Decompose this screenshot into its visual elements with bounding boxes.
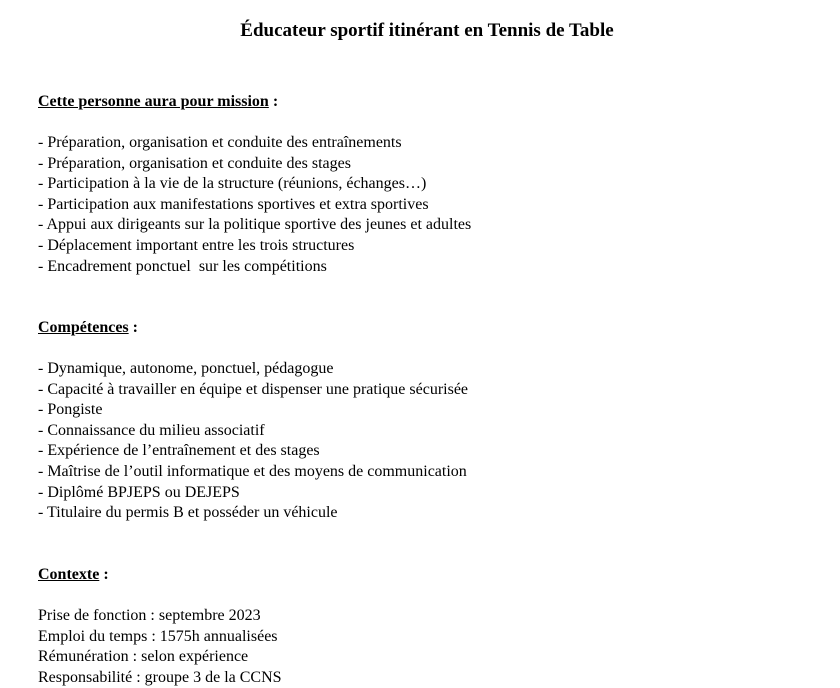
competence-item: - Capacité à travailler en équipe et dispenser une pratique sécurisée: [38, 380, 469, 398]
contexte-item: Prise de fonction : septembre 2023: [38, 607, 261, 624]
competences-section: [38, 318, 818, 524]
mission-heading-colon: :: [268, 93, 279, 110]
competences-heading-colon: :: [128, 319, 138, 336]
mission-item: - Participation à la vie de la structure (réunions, échanges…): [38, 175, 427, 193]
competences-list: [38, 359, 818, 524]
competences-heading-text: Compétences: [38, 319, 129, 336]
mission-heading: [38, 92, 818, 112]
mission-item: - Déplacement important entre les trois structures: [38, 236, 355, 254]
mission-section: [38, 92, 818, 277]
contexte-heading-colon: :: [99, 566, 109, 583]
contexte-list: [38, 606, 818, 688]
contexte-heading: [38, 565, 818, 585]
competence-item: - Expérience de l’entraînement et des stages: [38, 442, 320, 460]
mission-item: - Participation aux manifestations sportives et extra sportives: [38, 195, 429, 213]
competence-item: - Diplômé BPJEPS ou DEJEPS: [38, 483, 240, 501]
contexte-heading-text: Contexte: [38, 566, 100, 583]
competence-item: - Connaissance du milieu associatif: [38, 421, 265, 439]
competence-item: - Dynamique, autonome, ponctuel, pédagogue: [38, 360, 334, 377]
mission-item: - Appui aux dirigeants sur la politique sportive des jeunes et adultes: [38, 216, 472, 234]
contexte-item: Rémunération : selon expérience: [38, 648, 249, 666]
document-title: Éducateur sportif itinérant en Tennis de Table: [240, 20, 614, 41]
mission-heading-text: Cette personne aura pour mission: [38, 93, 269, 110]
contexte-item: Responsabilité : groupe 3 de la CCNS: [38, 668, 282, 686]
mission-item: - Encadrement ponctuel sur les compétitions: [38, 257, 327, 275]
competence-item: - Maîtrise de l’outil informatique et des moyens de communication: [38, 462, 467, 480]
contexte-section: [38, 565, 818, 688]
mission-item: - Préparation, organisation et conduite des stages: [38, 154, 351, 172]
contexte-item: Emploi du temps : 1575h annualisées: [38, 627, 278, 645]
mission-item: - Préparation, organisation et conduite des entraînements: [38, 134, 402, 151]
competences-heading: [38, 318, 818, 338]
mission-list: [38, 133, 818, 277]
competence-item: - Titulaire du permis B et posséder un véhicule: [38, 504, 338, 522]
competence-item: - Pongiste: [38, 401, 103, 419]
